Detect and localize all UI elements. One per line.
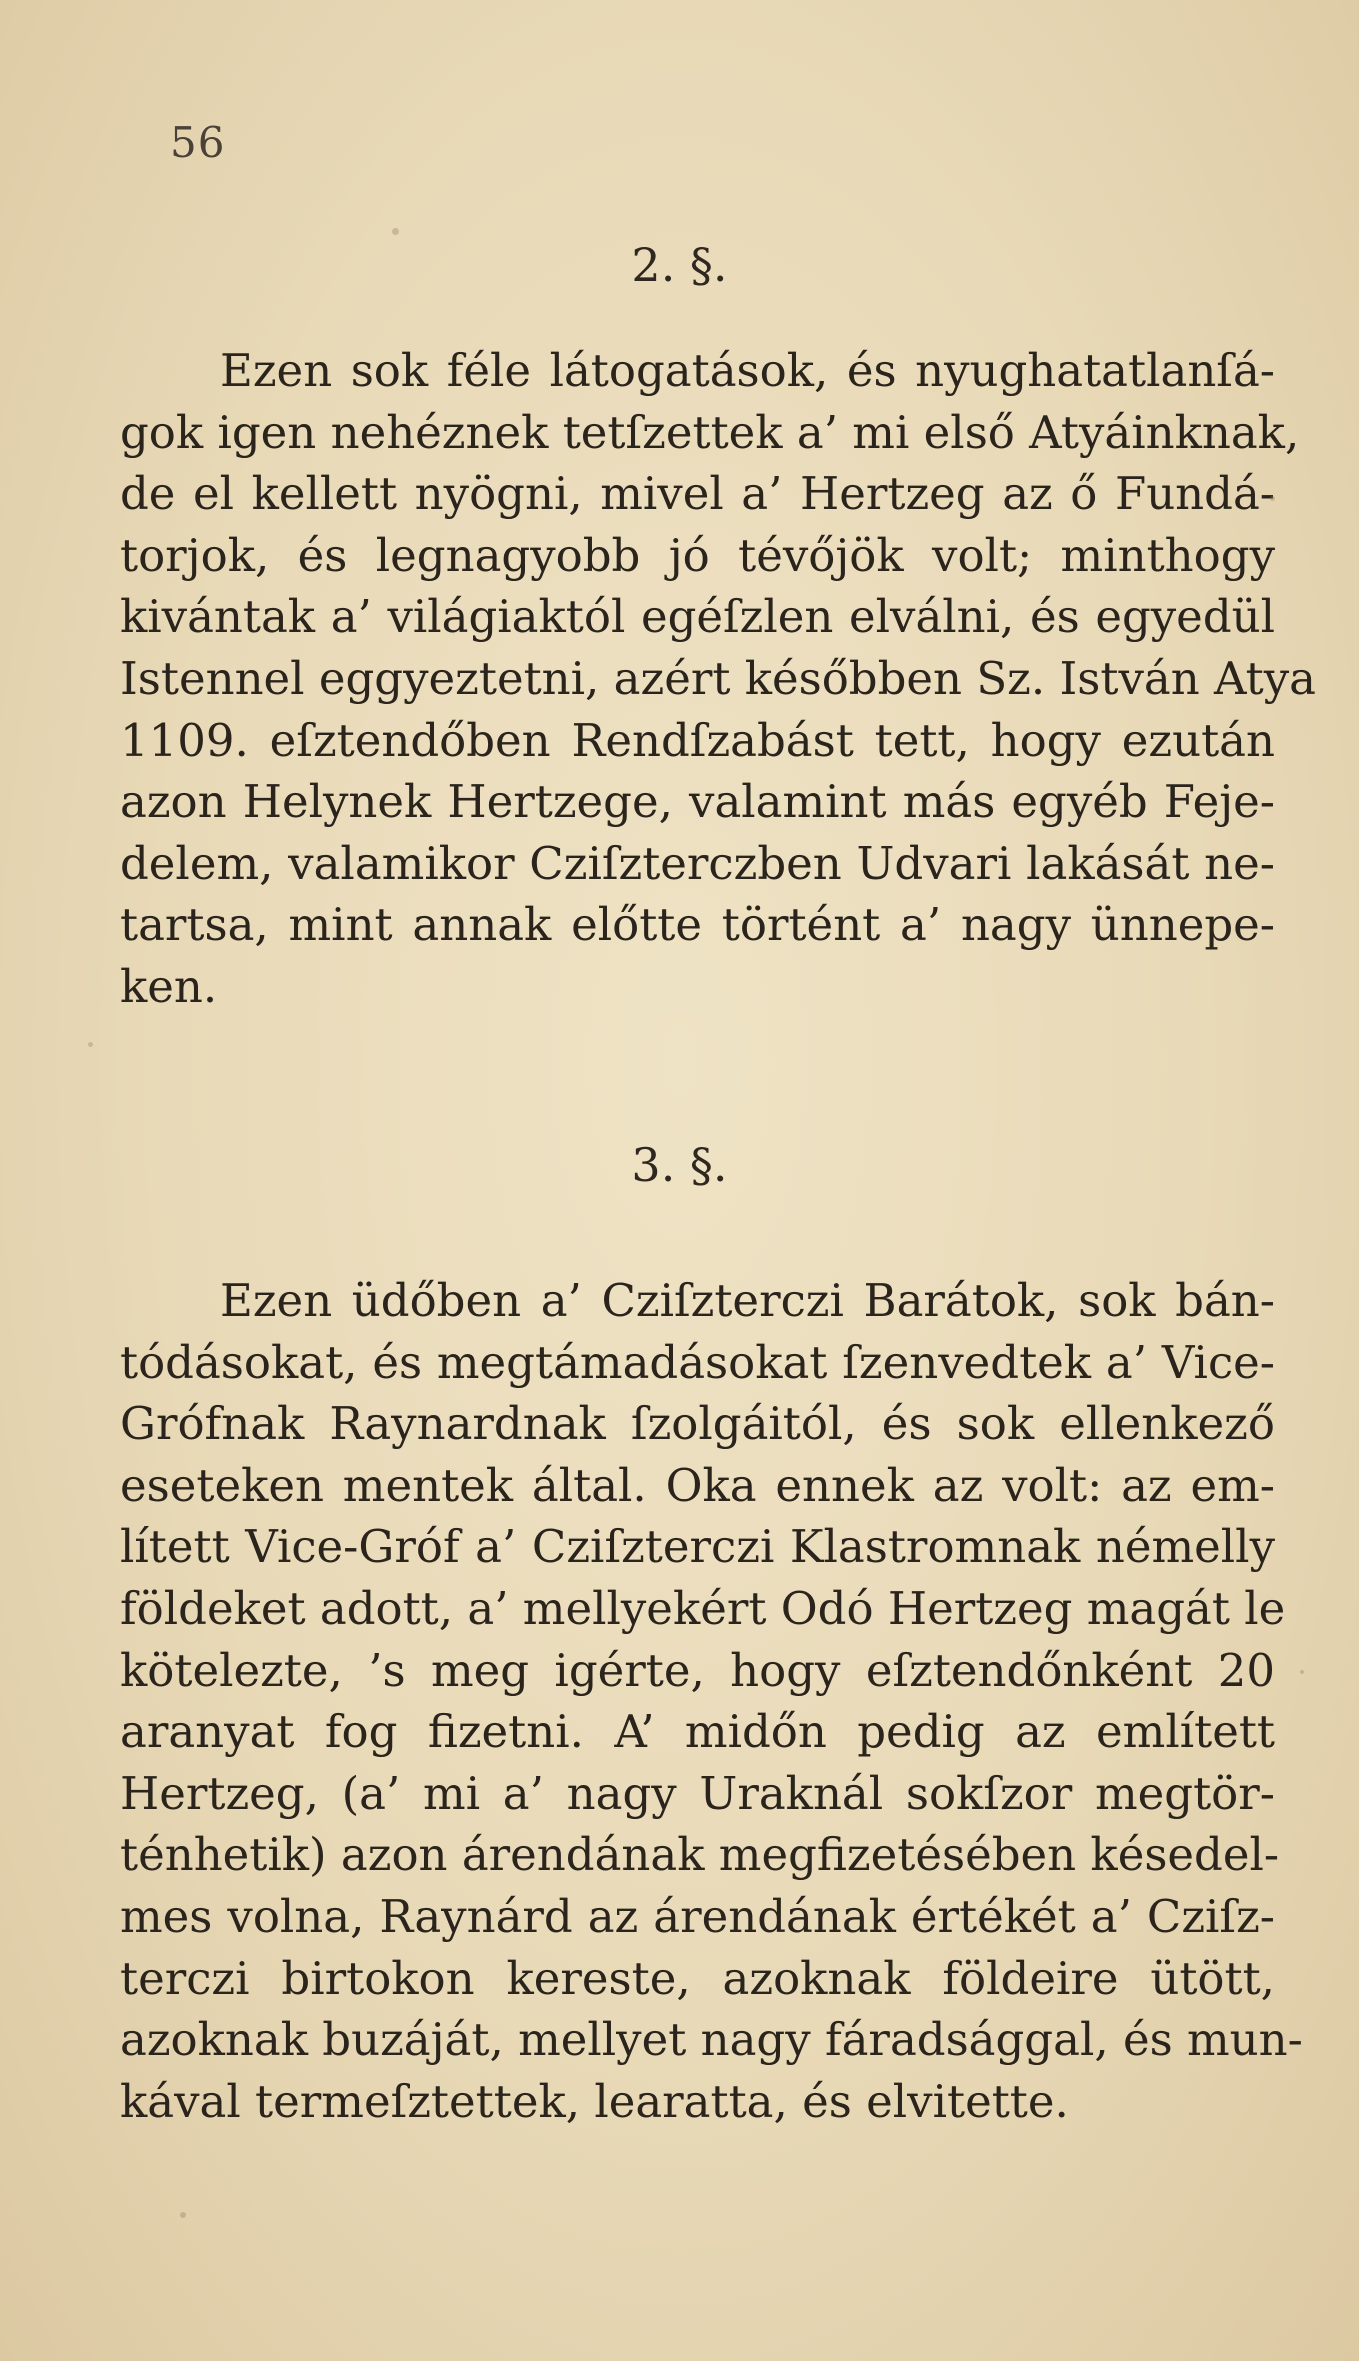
text-line: tartsa, mint annak előtte történt a’ nagy ünnepe- xyxy=(120,898,1275,952)
paper-speck xyxy=(1300,1670,1304,1674)
page-number: 56 xyxy=(170,118,226,167)
text-line: kivántak a’ világiaktól egéſzlen elválni, és egyedül xyxy=(120,590,1275,644)
section-heading-3: 3. §. xyxy=(631,1138,728,1192)
text-line: kával termeſztettek, learatta, és elvitette. xyxy=(120,2074,1069,2128)
text-line: 1109. eſztendőben Rendſzabást tett, hogy ezután xyxy=(120,713,1275,767)
text-line: delem, valamikor Cziſzterczben Udvari lakását ne- xyxy=(120,836,1275,890)
section-heading-2: 2. §. xyxy=(631,238,728,292)
paper-speck xyxy=(392,228,399,235)
text-line: ténhetik) azon árendának megfizetésében késedel- xyxy=(120,1828,1280,1882)
text-line: lített Vice-Gróf a’ Cziſzterczi Klastromnak némelly xyxy=(120,1520,1275,1574)
section-body-3 xyxy=(120,1270,1303,2132)
text-line: azon Helynek Hertzege, valamint más egyéb Feje- xyxy=(120,775,1275,829)
text-line: Ezen sok féle látogatások, és nyughatatlanſá- xyxy=(220,344,1275,397)
text-line: aranyat fog fizetni. A’ midőn pedig az említett xyxy=(120,1705,1275,1759)
section-body-2 xyxy=(120,340,1317,1018)
text-line: de el kellett nyögni, mivel a’ Hertzeg az ő Fundá- xyxy=(120,467,1275,521)
text-line: Grófnak Raynardnak ſzolgáitól, és sok ellenkező xyxy=(120,1397,1275,1451)
text-line: tódásokat, és megtámadásokat ſzenvedtek a’ Vice- xyxy=(120,1335,1275,1389)
text-line: eseteken mentek által. Oka ennek az volt: az em- xyxy=(120,1458,1275,1512)
text-line: Hertzeg, (a’ mi a’ nagy Uraknál sokſzor megtör- xyxy=(120,1766,1275,1820)
text-line: gok igen nehéznek tetſzettek a’ mi első Atyáinknak, xyxy=(120,405,1300,459)
text-line: torjok, és legnagyobb jó tévőjök volt; minthogy xyxy=(120,528,1275,582)
text-line: azoknak buzáját, mellyet nagy fáradsággal, és mun- xyxy=(120,2013,1303,2067)
text-line: mes volna, Raynárd az árendának értékét a’ Cziſz- xyxy=(120,1889,1275,1943)
text-line: Ezen üdőben a’ Cziſzterczi Barátok, sok bán- xyxy=(220,1274,1275,1327)
text-line: kötelezte, ’s meg igérte, hogy eſztendőnként 20 xyxy=(120,1643,1275,1697)
paper-speck xyxy=(88,1042,93,1047)
text-line: Istennel eggyeztetni, azért későbben Sz. István Atya xyxy=(120,651,1317,705)
paper-speck xyxy=(1270,496,1275,501)
text-line: földeket adott, a’ mellyekért Odó Hertzeg magát le xyxy=(120,1581,1286,1635)
text-line: terczi birtokon kereste, azoknak földeire ütött, xyxy=(120,1951,1275,2005)
paper-speck xyxy=(180,2212,186,2218)
text-line: ken. xyxy=(120,959,218,1013)
